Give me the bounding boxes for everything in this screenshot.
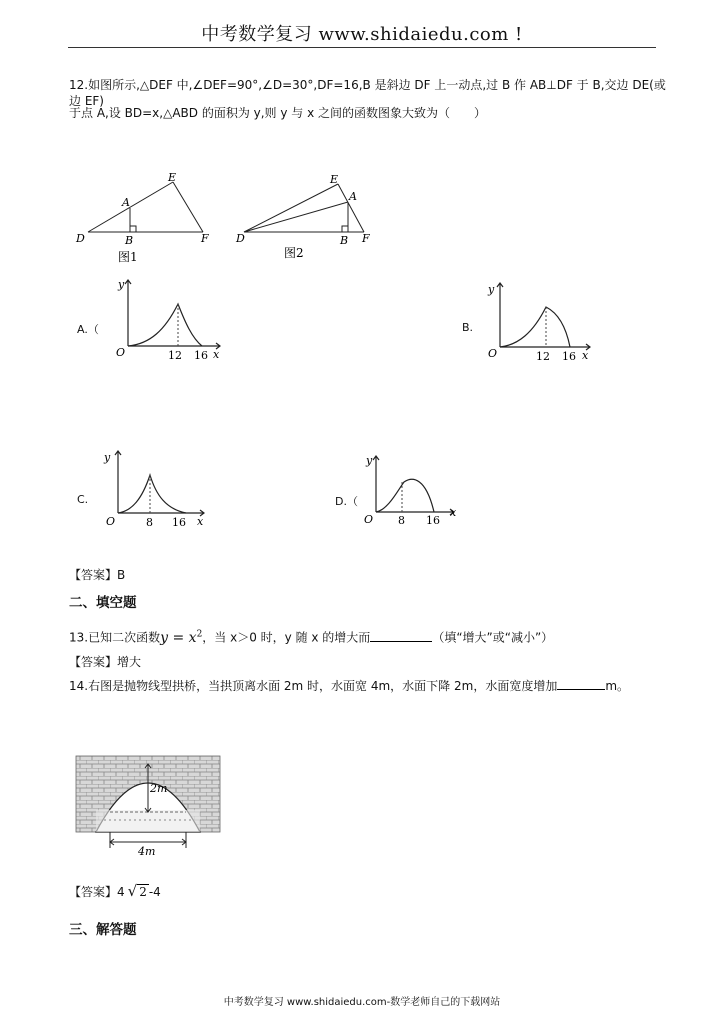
q13-formula [160, 630, 202, 646]
fig1-label-f: F [201, 232, 209, 245]
fig1-label-a: A [122, 196, 130, 209]
q14-answer-blank[interactable] [557, 689, 605, 690]
fig2-label-b: B [340, 234, 349, 247]
option-c-label[interactable]: C. [77, 493, 89, 506]
fig2-label-a: A [349, 190, 357, 203]
section-3-title: 三、解答题 [69, 922, 137, 938]
bridge-figure [74, 752, 224, 862]
option-a-origin: O [116, 346, 126, 359]
option-b-graph [478, 275, 603, 367]
option-a-x-label: x [213, 348, 220, 361]
option-b-y-label: y [488, 283, 495, 296]
q13-answer-blank[interactable] [370, 641, 432, 642]
option-a-graph [110, 272, 235, 364]
fig1-label-b: B [125, 234, 134, 247]
option-c-origin: O [106, 515, 116, 528]
fig1-label-e: E [168, 171, 177, 184]
bridge-width-label: 4m [138, 845, 156, 858]
fig1-caption: 图1 [118, 250, 138, 264]
option-b-tick-1: 12 [536, 350, 550, 363]
option-b-label[interactable]: B. [462, 321, 474, 334]
section-2-title: 二、填空题 [69, 595, 137, 611]
q14-unit: m。 [605, 679, 630, 693]
q14-answer-radical: √ 2 [127, 882, 147, 900]
q13-suffix2: （填“增大”或“减小”） [432, 630, 554, 645]
option-b-origin: O [488, 347, 498, 360]
q13-answer: 【答案】增大 [69, 655, 142, 669]
header-divider [68, 47, 656, 48]
option-d-origin: O [364, 513, 374, 526]
option-a-y-label: y [118, 278, 125, 291]
q14-text [69, 678, 699, 694]
figure-2 [232, 168, 382, 266]
page-header: 中考数学复习 www.shidaiedu.com ! [201, 24, 523, 45]
option-d-tick-2: 16 [426, 514, 440, 527]
option-c-tick-2: 16 [172, 516, 186, 529]
bridge-height-label: 2m [150, 782, 168, 795]
option-d-label[interactable]: D.（ [335, 495, 358, 508]
q13-suffix1: ，当 x＞0 时，y 随 x 的增大而 [202, 630, 371, 645]
q14-answer-radicand: 2 [139, 885, 147, 899]
fig2-label-e: E [330, 173, 339, 186]
option-a-tick-2: 16 [194, 349, 208, 362]
fig2-label-d: D [236, 232, 245, 245]
option-b-tick-2: 16 [562, 350, 576, 363]
q14-question: 14.右图是抛物线型拱桥，当拱顶离水面 2m 时，水面宽 4m，水面下降 2m，水面宽度增加 [69, 679, 558, 693]
q13-formula-exp: 2 [196, 629, 203, 639]
option-d-y-label: y [366, 454, 373, 467]
option-c-y-label: y [104, 451, 111, 464]
fig2-label-f: F [362, 232, 370, 245]
option-c-tick-1: 8 [146, 516, 153, 529]
q12-line2: 于点 A,设 BD=x,△ABD 的面积为 y,则 y 与 x 之间的函数图象大致为（ ） [69, 106, 487, 120]
option-d-graph [358, 450, 468, 535]
option-b-x-label: x [582, 349, 589, 362]
fig1-label-d: D [76, 232, 85, 245]
option-c-graph [100, 445, 220, 537]
q13-formula-eq: = [168, 629, 189, 646]
option-a-tick-1: 12 [168, 349, 182, 362]
fig2-caption: 图2 [284, 246, 304, 260]
q14-answer-suffix: -4 [148, 885, 161, 899]
option-c-x-label: x [197, 515, 204, 528]
q13-text [69, 626, 689, 646]
option-d-x-label: x [450, 506, 457, 519]
q14-answer [69, 882, 161, 900]
option-a-label[interactable]: A.（ [77, 323, 99, 336]
q14-answer-prefix: 【答案】4 [69, 885, 125, 899]
q13-formula-y: y [160, 629, 169, 646]
q12-line1: 12.如图所示,△DEF 中,∠DEF=90°,∠D=30°,DF=16,B 是斜边 DF 上一动点,过 B 作 AB⊥DF 于 B,交边 DE(或边 EF) [69, 78, 666, 108]
q13-formula-x: x [188, 629, 197, 646]
page-footer: 中考数学复习 www.shidaiedu.com-数学老师自己的下载网站 [223, 997, 501, 1008]
option-d-tick-1: 8 [398, 514, 405, 527]
q12-answer: 【答案】B [69, 568, 126, 582]
q13-prefix: 13.已知二次函数 [69, 630, 161, 645]
figure-1 [70, 168, 220, 266]
